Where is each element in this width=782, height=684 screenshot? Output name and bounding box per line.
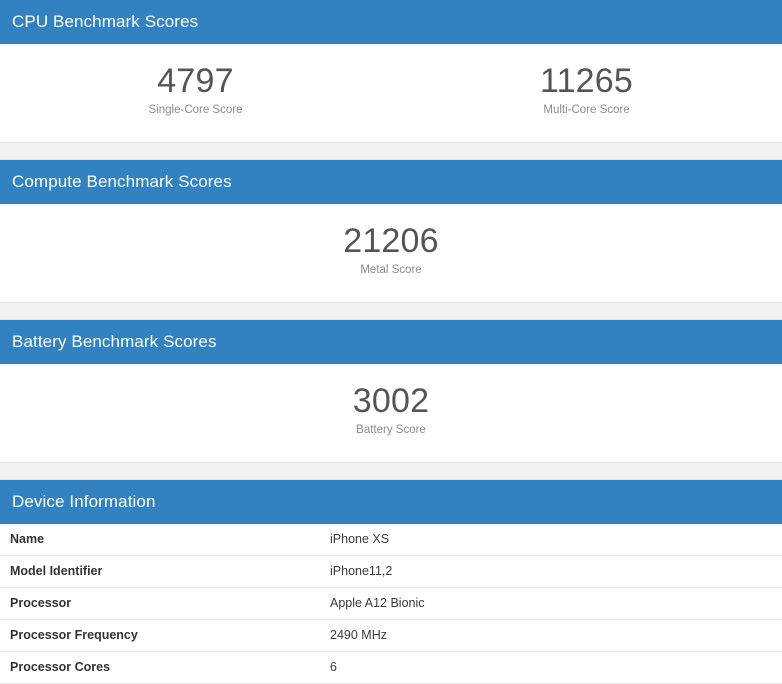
single-core-score-label: Single-Core Score — [148, 104, 243, 117]
device-info-value: 2490 MHz — [330, 628, 387, 643]
device-info-value: 6 — [330, 660, 337, 675]
table-row — [0, 588, 782, 620]
multi-core-score-value: 11265 — [539, 62, 634, 100]
table-row — [0, 620, 782, 652]
battery-score-label: Battery Score — [356, 424, 426, 437]
multi-core-score-label: Multi-Core Score — [543, 104, 630, 117]
battery-benchmark-title: Battery Benchmark Scores — [0, 320, 782, 364]
device-info-value: iPhone XS — [330, 532, 390, 547]
device-info-value: iPhone11,2 — [330, 564, 393, 579]
battery-score — [0, 364, 782, 462]
metal-score — [0, 204, 782, 302]
device-info-key: Model Identifier — [10, 564, 103, 579]
multi-core-score — [391, 62, 782, 116]
metal-score-label: Metal Score — [360, 264, 422, 277]
device-information-table — [0, 524, 782, 684]
compute-benchmark-panel — [0, 160, 782, 302]
table-row — [0, 524, 782, 556]
device-information-panel — [0, 480, 782, 684]
metal-score-value: 21206 — [343, 222, 439, 261]
single-core-score — [0, 62, 391, 116]
device-info-key: Processor Cores — [10, 660, 111, 675]
device-information-title: Device Information — [0, 480, 782, 524]
cpu-benchmark-title: CPU Benchmark Scores — [0, 0, 782, 44]
single-core-score-value: 4797 — [157, 62, 234, 100]
battery-benchmark-panel — [0, 320, 782, 462]
device-info-key: Processor — [10, 596, 72, 611]
table-row — [0, 556, 782, 588]
device-info-value: Apple A12 Bionic — [330, 596, 425, 611]
compute-benchmark-title: Compute Benchmark Scores — [0, 160, 782, 204]
battery-score-value: 3002 — [352, 382, 430, 421]
device-info-key: Processor Frequency — [10, 628, 138, 643]
table-row — [0, 652, 782, 684]
cpu-benchmark-panel — [0, 0, 782, 142]
cpu-score-row — [0, 44, 782, 142]
device-info-key: Name — [10, 532, 45, 547]
